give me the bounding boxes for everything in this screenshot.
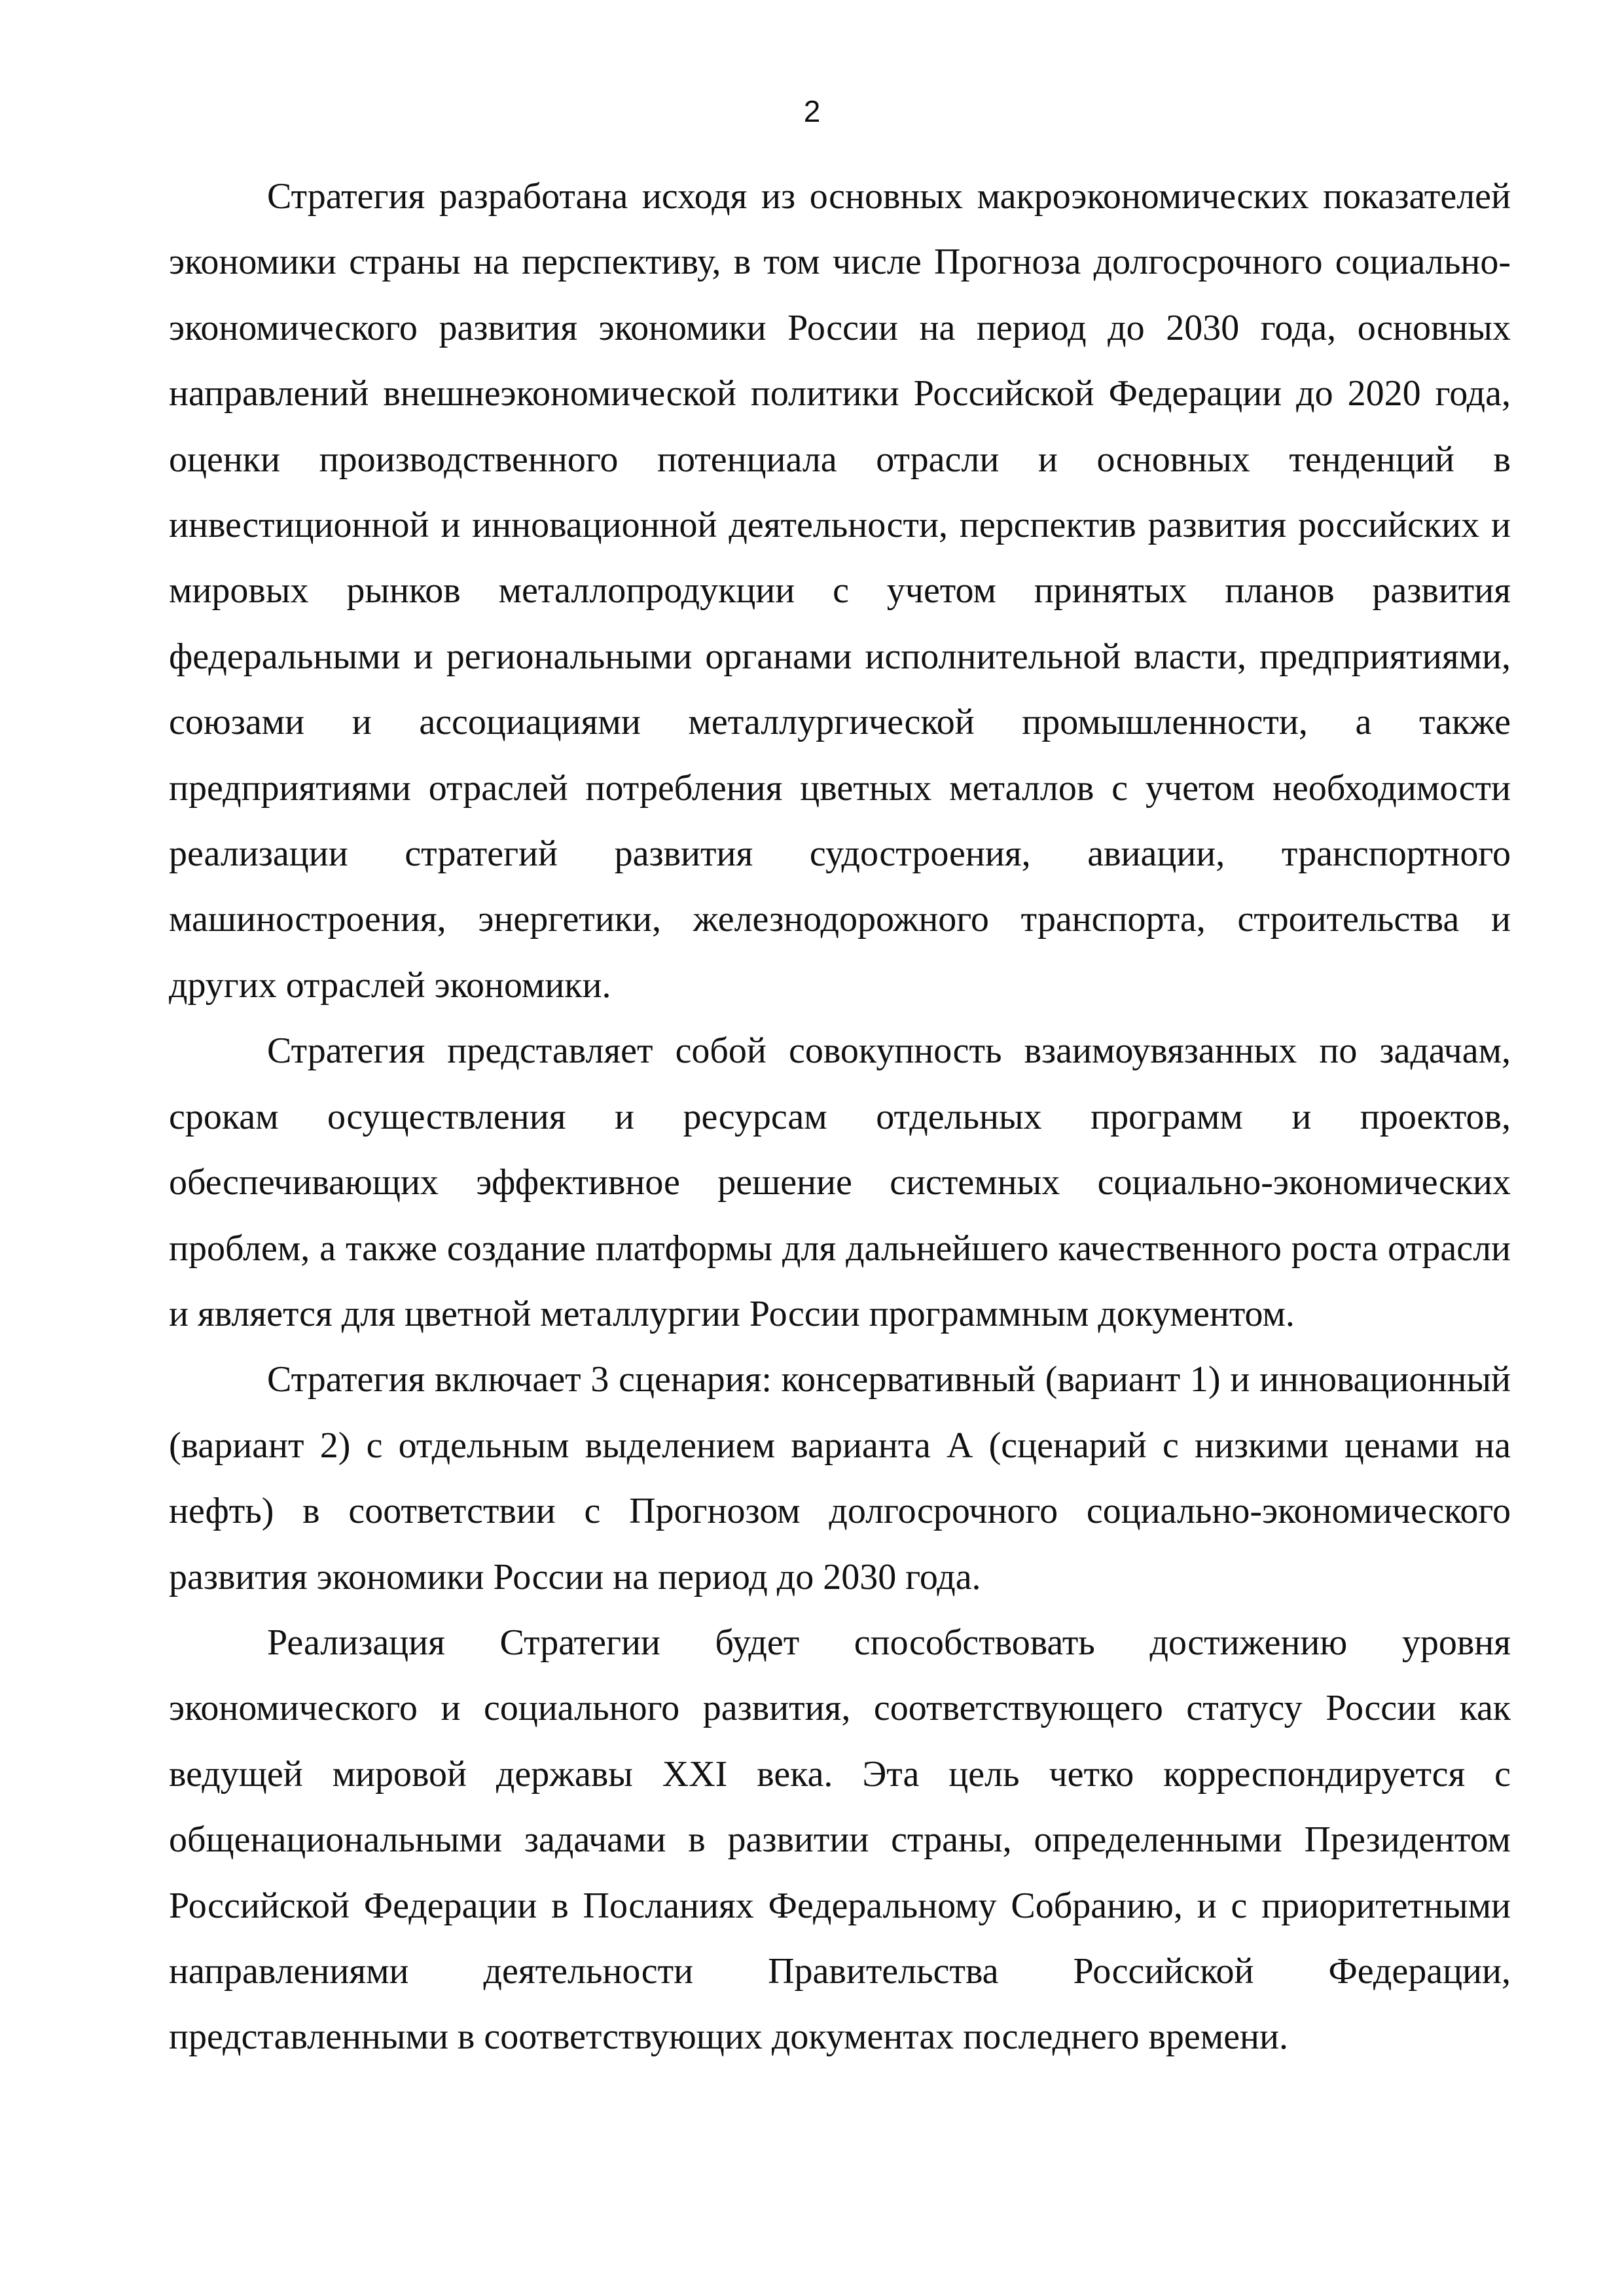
document-body	[169, 164, 1511, 2070]
paragraph-scenarios: Стратегия включает 3 сценария: консервативный (вариант 1) и инновационный (вариант 2) с отдельным выделением варианта А (сценарий с низкими ценами на нефть) в соответствии с Прогнозом долгосрочного социально-экономического развития экономики России на период до 2030 года.	[169, 1359, 1511, 1597]
paragraph-strategy-definition: Стратегия представляет собой совокупность взаимоувязанных по задачам, срокам осуществления и ресурсам отдельных программ и проектов, обеспечивающих эффективное решение системных социально-экономических проблем, а также создание платформы для дальнейшего качественного роста отрасли и является для цветной металлургии России программным документом.	[169, 1030, 1511, 1334]
paragraph-strategy-basis: Стратегия разработана исходя из основных макроэкономических показателей экономики страны на перспективу, в том числе Прогноза долгосрочного социально-экономического развития экономики России на период до 2030 года, основных направлений внешнеэкономической политики Российской Федерации до 2020 года, оценки производственного потенциала отрасли и основных тенденций в инвестиционной и инновационной деятельности, перспектив развития российских и мировых рынков металлопродукции с учетом принятых планов развития федеральными и региональными органами исполнительной власти, предприятиями, союзами и ассоциациями металлургической промышленности, а также предприятиями отраслей потребления цветных металлов с учетом необходимости реализации стратегий развития судостроения, авиации, транспортного машиностроения, энергетики, железнодорожного транспорта, строительства и других отраслей экономики.	[169, 176, 1511, 1006]
page-number: 2	[803, 94, 821, 128]
paragraph-implementation: Реализация Стратегии будет способствовать достижению уровня экономического и социального развития, соответствующего статусу России как ведущей мировой державы XXI века. Эта цель четко корреспондируется с общенациональными задачами в развитии страны, определенными Президентом Российской Федерации в Посланиях Федеральному Собранию, и с приоритетными направлениями деятельности Правительства Российской Федерации, представленными в соответствующих документах последнего времени.	[169, 1622, 1511, 2058]
